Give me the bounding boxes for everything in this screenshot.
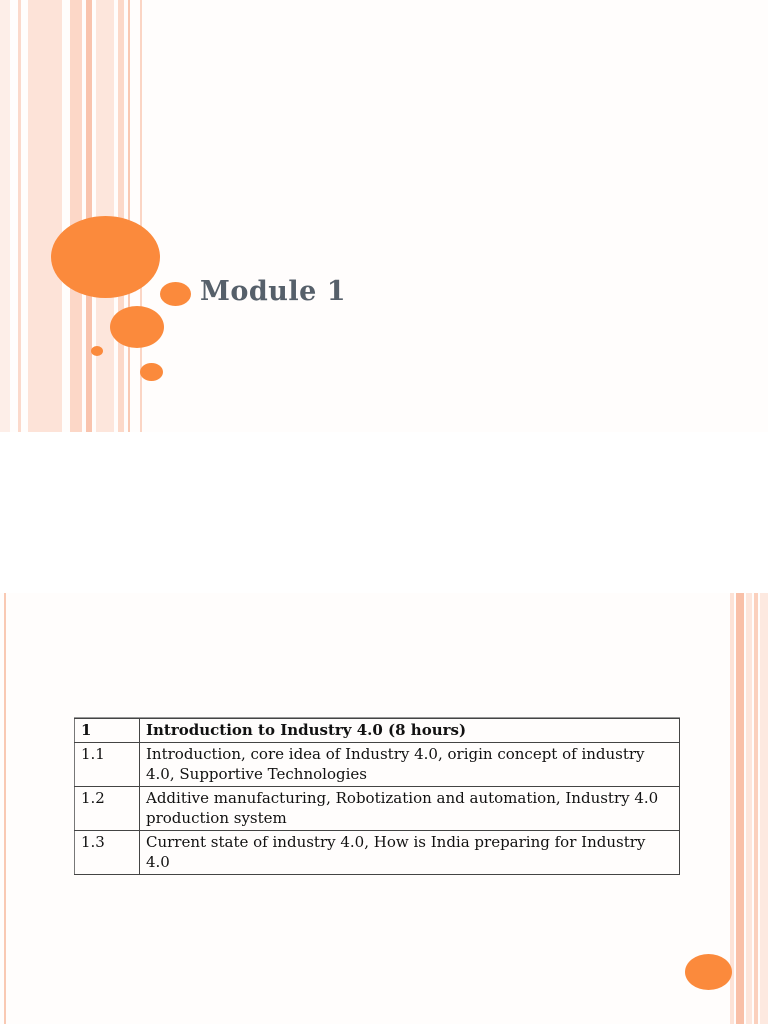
row-number: 1.3 [75, 831, 140, 875]
decor-stripe [730, 593, 734, 1024]
row-description: Introduction to Industry 4.0 (8 hours) [140, 719, 680, 743]
decor-stripe [128, 0, 130, 432]
row-description: Current state of industry 4.0, How is India preparing for Industry 4.0 [140, 831, 680, 875]
row-description: Introduction, core idea of Industry 4.0, origin concept of industry 4.0, Supportive Technologies [140, 743, 680, 787]
decor-stripe [4, 593, 6, 1024]
decor-circle-small [140, 363, 163, 381]
row-description: Additive manufacturing, Robotization and automation, Industry 4.0 production system [140, 787, 680, 831]
slide-title [0, 0, 768, 432]
table-row [75, 787, 680, 831]
decor-stripe [70, 0, 82, 432]
decor-circle [160, 282, 191, 306]
decor-circle-tiny [91, 346, 103, 356]
table-row [75, 743, 680, 787]
row-number: 1.2 [75, 787, 140, 831]
decor-stripe [760, 593, 768, 1024]
table-row [75, 719, 680, 743]
decor-stripe [18, 0, 21, 432]
row-number: 1.1 [75, 743, 140, 787]
decor-circle [685, 954, 732, 990]
decor-stripe [736, 593, 744, 1024]
slide-content [0, 593, 768, 1024]
syllabus-table [74, 718, 680, 875]
decor-stripe [86, 0, 92, 432]
slide-title-text: Module 1 [200, 276, 347, 307]
decor-stripe [0, 0, 10, 432]
decor-circle-medium [110, 306, 164, 348]
decor-circle-large [51, 216, 160, 298]
decor-stripe [28, 0, 62, 432]
row-number: 1 [75, 719, 140, 743]
decor-stripe [746, 593, 752, 1024]
decor-stripe [118, 0, 124, 432]
table-row [75, 831, 680, 875]
decor-stripe [754, 593, 758, 1024]
